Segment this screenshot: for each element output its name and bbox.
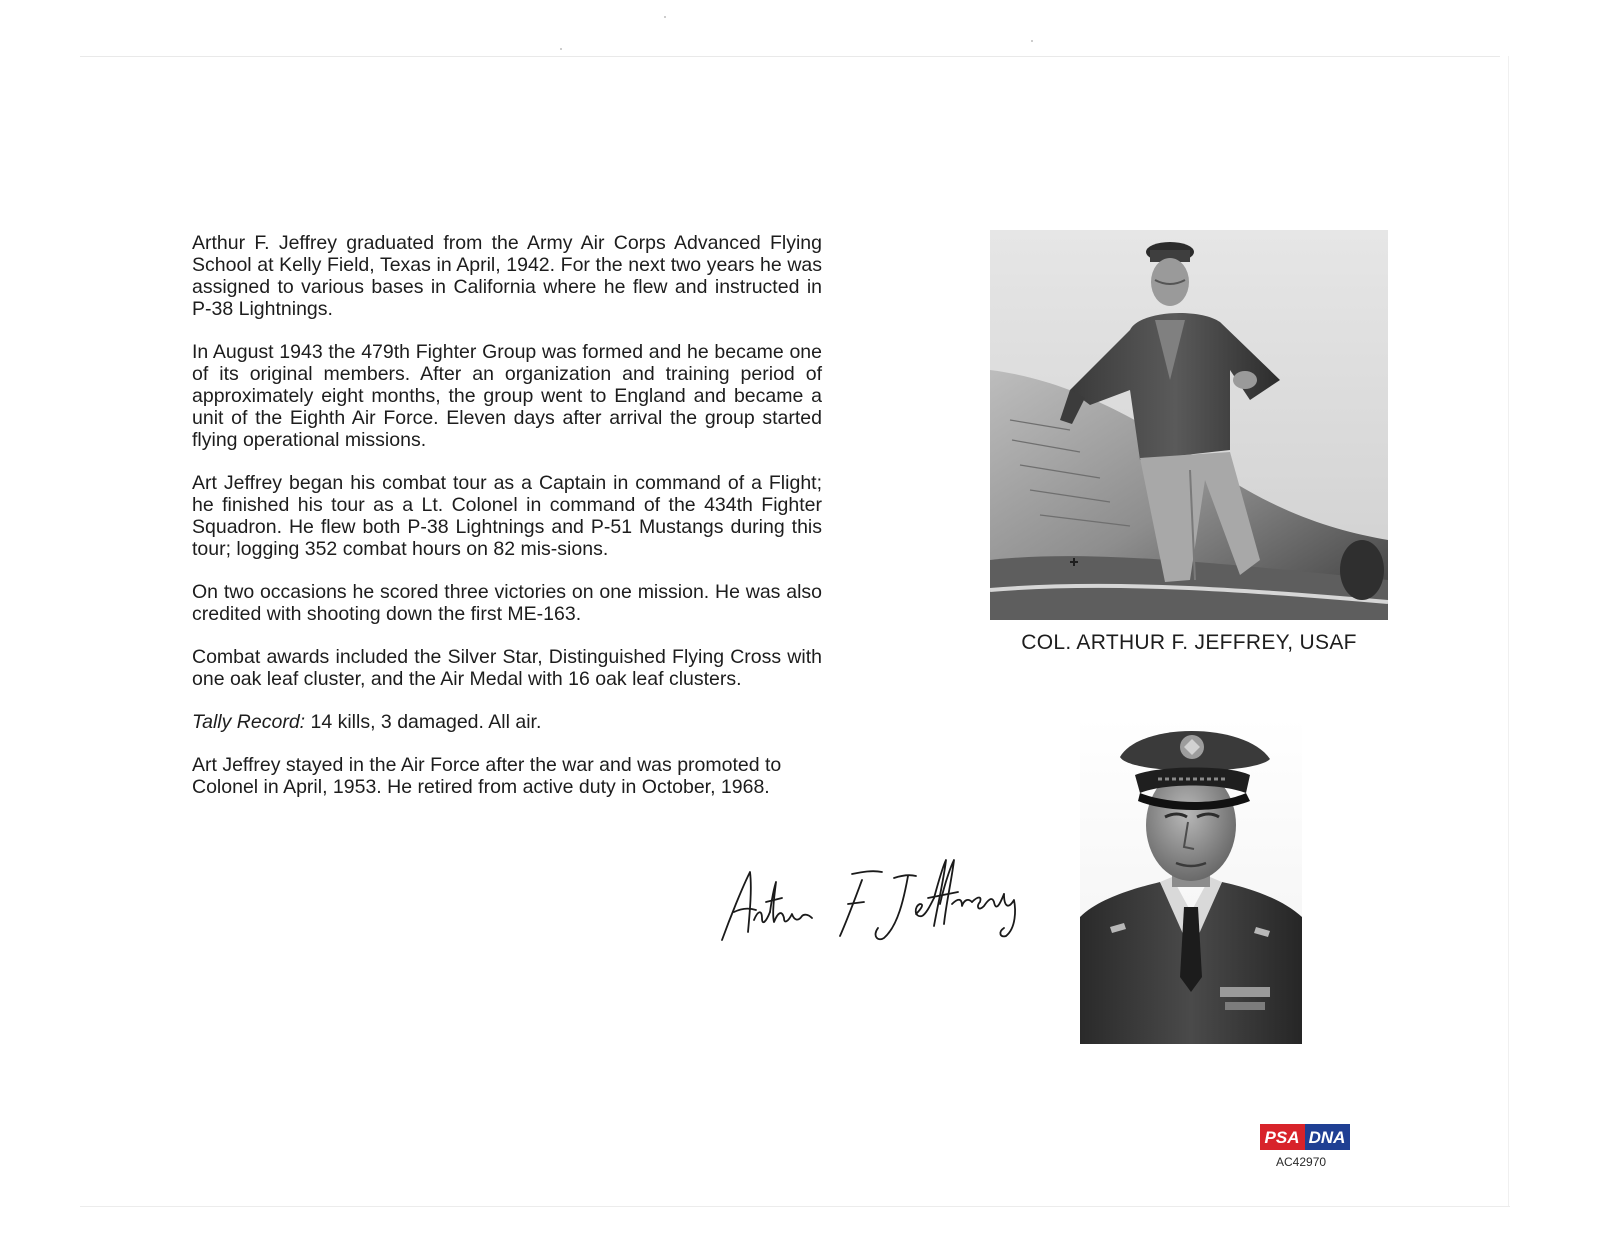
certificate-number: AC42970	[1276, 1155, 1327, 1169]
bio-paragraph: Combat awards included the Silver Star, Distinguished Flying Cross with one oak leaf cluster, and the Air Medal with 16 oak leaf clusters.	[192, 646, 822, 690]
tally-record	[192, 711, 822, 733]
tally-record-label: Tally Record:	[192, 711, 306, 733]
scan-edge-right	[1508, 56, 1509, 1206]
scan-edge-bottom	[80, 1206, 1510, 1207]
psa-dna-authentication-sticker	[1260, 1124, 1350, 1150]
biography-text	[192, 232, 822, 819]
photo-caption: COL. ARTHUR F. JEFFREY, USAF	[1021, 631, 1357, 654]
tally-record-value: 14 kills, 3 damaged. All air.	[305, 711, 542, 733]
dust-speck	[560, 48, 562, 50]
svg-text:PSA: PSA	[1264, 1128, 1300, 1147]
bio-paragraph: Arthur F. Jeffrey graduated from the Army Air Corps Advanced Flying School at Kelly Field, Texas in April, 1942. For the next two years he was assigned to various bases in California where he flew and instructed in P-38 Lightnings.	[192, 232, 822, 320]
dust-speck	[1031, 40, 1033, 42]
handwritten-signature	[712, 848, 1032, 948]
bio-paragraph: Art Jeffrey began his combat tour as a Captain in command of a Flight; he finished his tour as a Lt. Colonel in command of the 434th Fighter Squadron. He flew both P-38 Lightnings and P-51 Mustangs during this tour; logging 352 combat hours on 82 mis-sions.	[192, 472, 822, 560]
bio-paragraph: In August 1943 the 479th Fighter Group was formed and he became one of its original members. After an organization and training period of approximately eight months, the group went to England and became a unit of the Eighth Air Force. Eleven days after arrival the group started flying operational missions.	[192, 341, 822, 451]
bio-paragraph: On two occasions he scored three victories on one mission. He was also credited with shooting down the first ME-163.	[192, 581, 822, 625]
aviator-on-aircraft-photo	[990, 230, 1388, 620]
bio-closing-paragraph: Art Jeffrey stayed in the Air Force after the war and was promoted to Colonel in April, 1953. He retired from active duty in October, 1968.	[192, 754, 782, 798]
scan-edge-top	[80, 56, 1500, 57]
dust-speck	[664, 16, 666, 18]
svg-text:DNA: DNA	[1308, 1128, 1346, 1147]
officer-portrait-photo	[1080, 717, 1302, 1044]
